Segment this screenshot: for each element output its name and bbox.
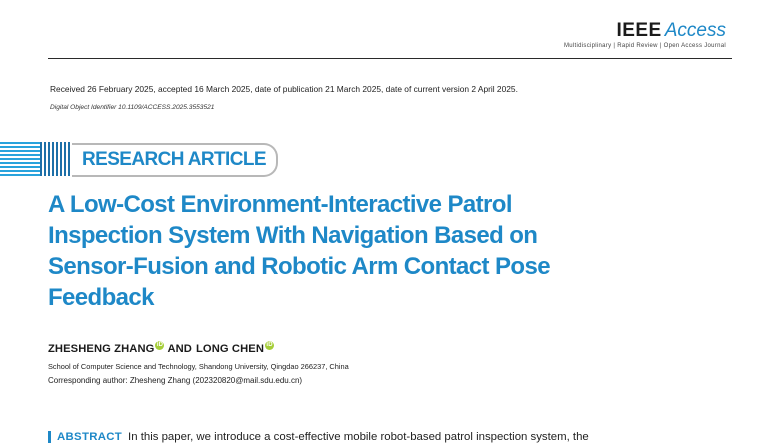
publication-history: Received 26 February 2025, accepted 16 March 2025, date of publication 21 March 2025, date of current version 2 April 2025. — [50, 84, 518, 94]
abstract-start — [48, 431, 589, 443]
orcid-icon[interactable]: iD — [266, 342, 273, 348]
stripe-bars — [40, 142, 70, 176]
journal-tagline: Multidisciplinary | Rapid Review | Open Access Journal — [563, 43, 726, 49]
doi-line: Digital Object Identifier 10.1109/ACCESS.2025.3553521 — [50, 104, 215, 111]
article-type-label: RESEARCH ARTICLE — [82, 149, 266, 170]
corresponding-author: Corresponding author: Zhesheng Zhang (202320820@mail.sdu.edu.cn) — [48, 376, 303, 385]
article-type-badge — [72, 143, 278, 177]
stripe-lines — [0, 142, 44, 176]
abstract-label: ABSTRACT — [57, 431, 123, 443]
author-first: ZHESHENG ZHANG — [48, 343, 155, 355]
author-second: LONG CHEN — [196, 343, 265, 355]
abstract-text: In this paper, we introduce a cost-effective mobile robot-based patrol inspection system, the — [128, 431, 589, 443]
publisher-name: IEEE — [616, 20, 662, 41]
affiliation: School of Computer Science and Technology, Shandong University, Qingdao 266237, China — [48, 362, 349, 371]
author-conjunction: AND — [167, 343, 192, 355]
header-rule — [48, 58, 732, 59]
paper-title: A Low-Cost Environment-Interactive Patrol Inspection System With Navigation Based on Sensor-Fusion and Robotic Arm Contact Pose Feedback — [48, 191, 550, 311]
author-line — [48, 343, 277, 355]
journal-logo — [564, 20, 726, 49]
orcid-icon[interactable]: iD — [156, 342, 164, 348]
article-type-stripes — [0, 142, 70, 176]
abstract-marker — [48, 431, 51, 443]
journal-name: Access — [664, 20, 726, 41]
journal-brand — [564, 20, 726, 42]
